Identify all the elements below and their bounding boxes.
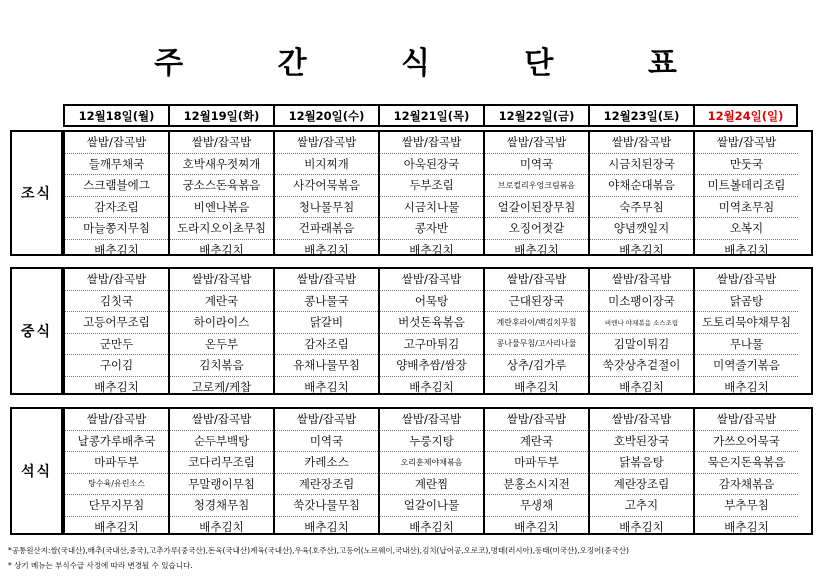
menu-item: 쌀밥/잡곡밥	[695, 132, 798, 154]
menu-item: 브로컬리우엉크림볶음	[485, 175, 588, 197]
menu-item: 쌀밥/잡곡밥	[380, 409, 483, 431]
menu-column	[168, 409, 273, 533]
meal-block-1	[10, 130, 813, 256]
menu-column	[273, 132, 378, 257]
menu-item: 쌀밥/잡곡밥	[485, 269, 588, 291]
menu-item: 배추김치	[619, 519, 664, 534]
day-header-7: 12월24일(일)	[693, 104, 798, 127]
menu-item: 쌀밥/잡곡밥	[170, 409, 273, 431]
menu-column	[483, 132, 588, 257]
menu-item: 배추김치	[619, 379, 664, 394]
menu-item: 얼갈이나물	[380, 495, 483, 517]
menu-item: 미역줄기볶음	[695, 355, 798, 377]
menu-item: 쌀밥/잡곡밥	[485, 132, 588, 154]
menu-item: 근대된장국	[485, 291, 588, 313]
menu-item: 양배추쌈/쌈장	[380, 355, 483, 377]
menu-item: 건파래볶음	[275, 218, 378, 240]
origin-footnote: *공통원산지:쌀(국내산),배추(국내산,중국),고추가루(중국산),돈육(국내산)계육(국내산),우육(호주산),고등어(노르웨이,국내산),김치(납어공,오로코),명태(러시아),동태(미국산),오징어(중국산)	[8, 546, 629, 555]
meal-label: 중식	[12, 269, 63, 393]
menu-item: 미역초무침	[695, 197, 798, 219]
menu-item: 온두부	[170, 334, 273, 356]
menu-item: 배추김치	[94, 519, 139, 534]
menu-column	[378, 269, 483, 393]
menu-item: 누룽지탕	[380, 431, 483, 453]
menu-item: 김칫국	[65, 291, 168, 313]
menu-column	[588, 269, 693, 393]
menu-item: 비엔나 야채볶음 소스조림	[590, 312, 693, 334]
menu-item: 만둣국	[695, 154, 798, 176]
menu-item: 배추김치	[619, 242, 664, 257]
menu-item: 두부조림	[380, 175, 483, 197]
menu-item: 쌀밥/잡곡밥	[170, 269, 273, 291]
menu-item: 들깨무채국	[65, 154, 168, 176]
menu-item: 단무지무침	[65, 495, 168, 517]
meal-block-3	[10, 407, 813, 535]
menu-item: 도라지오이초무침	[170, 218, 273, 240]
menu-item: 계란찜	[380, 474, 483, 496]
menu-column	[63, 409, 168, 533]
menu-item: 순두부백탕	[170, 431, 273, 453]
menu-item: 고로케/케찹	[191, 379, 252, 394]
menu-item: 닭곰탕	[695, 291, 798, 313]
menu-column	[168, 132, 273, 257]
day-header-2: 12월19일(화)	[168, 104, 273, 127]
page-title: 주 간 식 단 표	[154, 46, 719, 81]
menu-item: 쌀밥/잡곡밥	[65, 269, 168, 291]
menu-item: 양념깻잎지	[590, 218, 693, 240]
menu-item: 오리훈제야채볶음	[380, 452, 483, 474]
menu-item: 계란장조림	[590, 474, 693, 496]
menu-item: 미소팽이장국	[590, 291, 693, 313]
day-header-5: 12월22일(금)	[483, 104, 588, 127]
menu-item: 배추김치	[514, 242, 559, 257]
menu-column	[273, 269, 378, 393]
menu-item: 배추김치	[199, 519, 244, 534]
menu-item: 무말랭이무침	[170, 474, 273, 496]
menu-item: 배추김치	[304, 519, 349, 534]
menu-column	[483, 409, 588, 533]
menu-column	[588, 409, 693, 533]
notice-footnote: * 상기 메뉴는 부식수급 사정에 따라 변경될 수 있습니다.	[8, 561, 193, 570]
menu-item: 계란장조림	[275, 474, 378, 496]
menu-item: 쌀밥/잡곡밥	[275, 132, 378, 154]
menu-item: 콩자반	[380, 218, 483, 240]
menu-item: 감자채볶음	[695, 474, 798, 496]
menu-item: 쌀밥/잡곡밥	[275, 269, 378, 291]
menu-item: 쌀밥/잡곡밥	[695, 269, 798, 291]
menu-item: 쌀밥/잡곡밥	[170, 132, 273, 154]
menu-item: 배추김치	[199, 242, 244, 257]
menu-item: 콩나물무침/고사리나물	[485, 334, 588, 356]
menu-item: 미트볼데리조림	[695, 175, 798, 197]
menu-item: 청나물무침	[275, 197, 378, 219]
menu-item: 버섯돈육볶음	[380, 312, 483, 334]
menu-item: 배추김치	[514, 519, 559, 534]
menu-column	[588, 132, 693, 257]
day-header-3: 12월20일(수)	[273, 104, 378, 127]
menu-item: 쑥갓상추겉절이	[590, 355, 693, 377]
menu-item: 호박된장국	[590, 431, 693, 453]
day-header-6: 12월23일(토)	[588, 104, 693, 127]
meal-label: 조식	[12, 132, 63, 254]
menu-item: 무생채	[485, 495, 588, 517]
menu-item: 시금치나물	[380, 197, 483, 219]
menu-item: 미역국	[275, 431, 378, 453]
menu-item: 배추김치	[94, 379, 139, 394]
day-header-1: 12월18일(월)	[63, 104, 168, 127]
menu-item: 가쓰오어묵국	[695, 431, 798, 453]
menu-column	[693, 132, 798, 257]
menu-column	[693, 269, 798, 393]
menu-item: 배추김치	[409, 379, 454, 394]
menu-item: 구이김	[65, 355, 168, 377]
menu-item: 계란국	[485, 431, 588, 453]
menu-item: 호박새우젓찌개	[170, 154, 273, 176]
menu-item: 하이라이스	[170, 312, 273, 334]
menu-item: 배추김치	[409, 242, 454, 257]
menu-item: 사각어묵볶음	[275, 175, 378, 197]
menu-item: 쌀밥/잡곡밥	[590, 132, 693, 154]
menu-item: 배추김치	[724, 519, 769, 534]
menu-item: 아욱된장국	[380, 154, 483, 176]
menu-item: 묵은지돈육볶음	[695, 452, 798, 474]
day-header-row	[63, 104, 813, 127]
menu-item: 미역국	[485, 154, 588, 176]
menu-item: 얼갈이된장무침	[485, 197, 588, 219]
menu-item: 고구마튀김	[380, 334, 483, 356]
menu-item: 비지찌개	[275, 154, 378, 176]
menu-item: 비엔나볶음	[170, 197, 273, 219]
menu-item: 청경채무침	[170, 495, 273, 517]
menu-item: 쌀밥/잡곡밥	[485, 409, 588, 431]
menu-item: 고등어무조림	[65, 312, 168, 334]
menu-column	[378, 132, 483, 257]
menu-item: 쌀밥/잡곡밥	[695, 409, 798, 431]
menu-item: 오징어젓갈	[485, 218, 588, 240]
menu-item: 배추김치	[514, 379, 559, 394]
menu-column	[693, 409, 798, 533]
menu-item: 마파두부	[65, 452, 168, 474]
menu-column	[63, 132, 168, 257]
menu-item: 배추김치	[724, 242, 769, 257]
menu-item: 오복지	[695, 218, 798, 240]
menu-item: 감자조림	[275, 334, 378, 356]
menu-column	[378, 409, 483, 533]
meal-label: 석식	[12, 409, 63, 533]
menu-item: 상추/김가루	[485, 355, 588, 377]
menu-item: 쌀밥/잡곡밥	[65, 132, 168, 154]
menu-item: 카레소스	[275, 452, 378, 474]
menu-item: 계란국	[170, 291, 273, 313]
menu-item: 야채순대볶음	[590, 175, 693, 197]
menu-item: 무나물	[695, 334, 798, 356]
menu-item: 궁소스돈육볶음	[170, 175, 273, 197]
menu-item: 배추김치	[304, 379, 349, 394]
menu-item: 쌀밥/잡곡밥	[380, 132, 483, 154]
menu-item: 배추김치	[304, 242, 349, 257]
menu-item: 고추지	[590, 495, 693, 517]
menu-item: 계란후라이/백김치무침	[485, 312, 588, 334]
menu-item: 탕수육/유린소스	[65, 474, 168, 496]
menu-item: 마파두부	[485, 452, 588, 474]
day-header-4: 12월21일(목)	[378, 104, 483, 127]
menu-item: 쑥갓나물무침	[275, 495, 378, 517]
menu-item: 배추김치	[724, 379, 769, 394]
menu-item: 쌀밥/잡곡밥	[590, 269, 693, 291]
menu-column	[483, 269, 588, 393]
menu-item: 배추김치	[409, 519, 454, 534]
menu-item: 스크램블에그	[65, 175, 168, 197]
menu-item: 김치볶음	[170, 355, 273, 377]
menu-item: 시금치된장국	[590, 154, 693, 176]
menu-item: 콩나물국	[275, 291, 378, 313]
menu-item: 닭볶음탕	[590, 452, 693, 474]
menu-column	[168, 269, 273, 393]
menu-item: 군만두	[65, 334, 168, 356]
menu-item: 배추김치	[94, 242, 139, 257]
menu-item: 쌀밥/잡곡밥	[65, 409, 168, 431]
menu-item: 숙주무침	[590, 197, 693, 219]
menu-column	[63, 269, 168, 393]
menu-item: 쌀밥/잡곡밥	[590, 409, 693, 431]
menu-item: 김말이튀김	[590, 334, 693, 356]
menu-item: 날콩가루배추국	[65, 431, 168, 453]
menu-item: 감자조림	[65, 197, 168, 219]
menu-item: 쌀밥/잡곡밥	[380, 269, 483, 291]
menu-item: 어묵탕	[380, 291, 483, 313]
menu-item: 마늘쫑지무침	[65, 218, 168, 240]
menu-column	[273, 409, 378, 533]
meal-block-2	[10, 267, 813, 395]
menu-item: 유채나물무침	[275, 355, 378, 377]
menu-item: 닭갈비	[275, 312, 378, 334]
menu-item: 도토리묵야채무침	[695, 312, 798, 334]
menu-item: 부추무침	[695, 495, 798, 517]
menu-item: 코다리무조림	[170, 452, 273, 474]
menu-item: 분홍소시지전	[485, 474, 588, 496]
menu-item: 쌀밥/잡곡밥	[275, 409, 378, 431]
